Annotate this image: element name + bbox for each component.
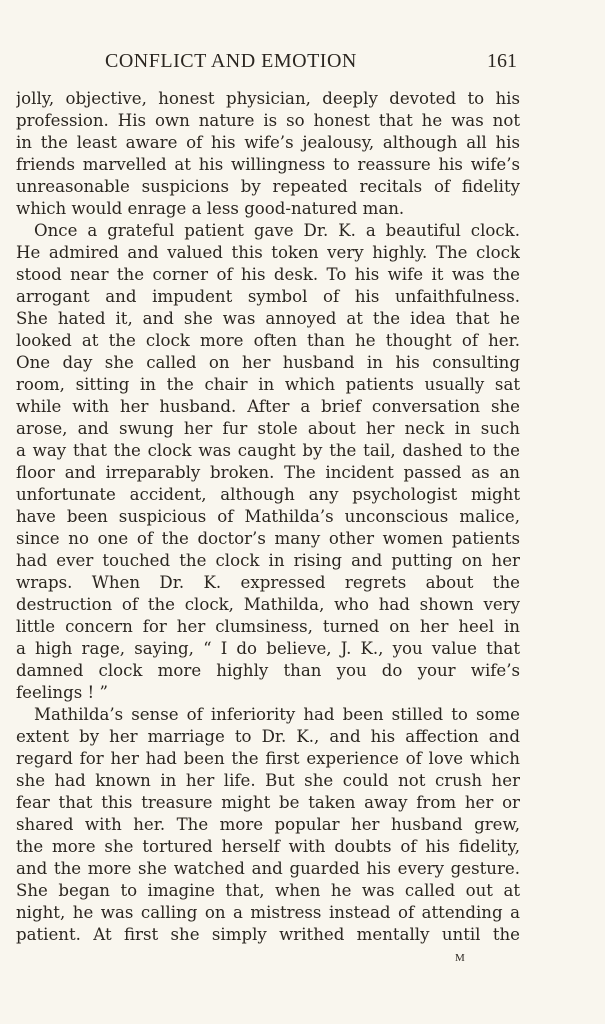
running-head <box>0 50 605 80</box>
text-line: stood near the corner of his desk. To his wife it was the <box>16 265 520 284</box>
text-line: fear that this treasure might be taken away from her or <box>16 793 520 812</box>
text-line: floor and irreparably broken. The incident passed as an <box>16 463 520 482</box>
text-line: friends marvelled at his willingness to reassure his wife’s <box>16 155 520 174</box>
text-line: little concern for her clumsiness, turned on her heel in <box>16 617 520 636</box>
text-line: He admired and valued this token very highly. The clock <box>16 243 520 262</box>
text-line: a high rage, saying, “ I do believe, J. K., you value that <box>16 639 520 658</box>
text-line: unreasonable suspicions by repeated recitals of fidelity <box>16 177 520 196</box>
text-line: extent by her marriage to Dr. K., and his affection and <box>16 727 520 746</box>
text-line: She hated it, and she was annoyed at the idea that he <box>16 309 520 328</box>
text-line: damned clock more highly than you do your wife’s <box>16 661 520 680</box>
text-line: have been suspicious of Mathilda’s unconscious malice, <box>16 507 520 526</box>
text-line: unfortunate accident, although any psychologist might <box>16 485 520 504</box>
text-line: feelings ! ” <box>16 683 108 702</box>
text-line: shared with her. The more popular her husband grew, <box>16 815 520 834</box>
text-line: profession. His own nature is so honest that he was not <box>16 111 520 130</box>
body-text <box>16 88 520 946</box>
text-line: Once a grateful patient gave Dr. K. a beautiful clock. <box>34 221 520 240</box>
text-line: while with her husband. After a brief conversation she <box>16 397 520 416</box>
text-line: room, sitting in the chair in which patients usually sat <box>16 375 520 394</box>
text-line: she had known in her life. But she could not crush her <box>16 771 520 790</box>
text-line: the more she tortured herself with doubts of his fidelity, <box>16 837 520 856</box>
running-title: CONFLICT AND EMOTION <box>105 50 357 72</box>
text-line: patient. At first she simply writhed mentally until the <box>16 925 520 944</box>
text-line: which would enrage a less good-natured man. <box>16 199 405 218</box>
text-line: arose, and swung her fur stole about her neck in such <box>16 419 520 438</box>
text-line: in the least aware of his wife’s jealousy, although all his <box>16 133 520 152</box>
page-number: 161 <box>487 50 517 72</box>
text-line: She began to imagine that, when he was called out at <box>16 881 520 900</box>
text-line: night, he was calling on a mistress instead of attending a <box>16 903 520 922</box>
text-line: looked at the clock more often than he thought of her. <box>16 331 520 350</box>
text-line: wraps. When Dr. K. expressed regrets about the <box>16 573 520 592</box>
signature-mark: M <box>455 952 466 964</box>
text-line: and the more she watched and guarded his every gesture. <box>16 859 520 878</box>
text-line: had ever touched the clock in rising and putting on her <box>16 551 520 570</box>
text-line: regard for her had been the first experience of love which <box>16 749 520 768</box>
text-line: since no one of the doctor’s many other women patients <box>16 529 520 548</box>
text-line: destruction of the clock, Mathilda, who had shown very <box>16 595 520 614</box>
text-line: arrogant and impudent symbol of his unfaithfulness. <box>16 287 520 306</box>
text-line: jolly, objective, honest physician, deeply devoted to his <box>16 89 520 108</box>
text-line: Mathilda’s sense of inferiority had been stilled to some <box>34 705 520 724</box>
text-line: a way that the clock was caught by the tail, dashed to the <box>16 441 520 460</box>
text-line: One day she called on her husband in his consulting <box>16 353 520 372</box>
